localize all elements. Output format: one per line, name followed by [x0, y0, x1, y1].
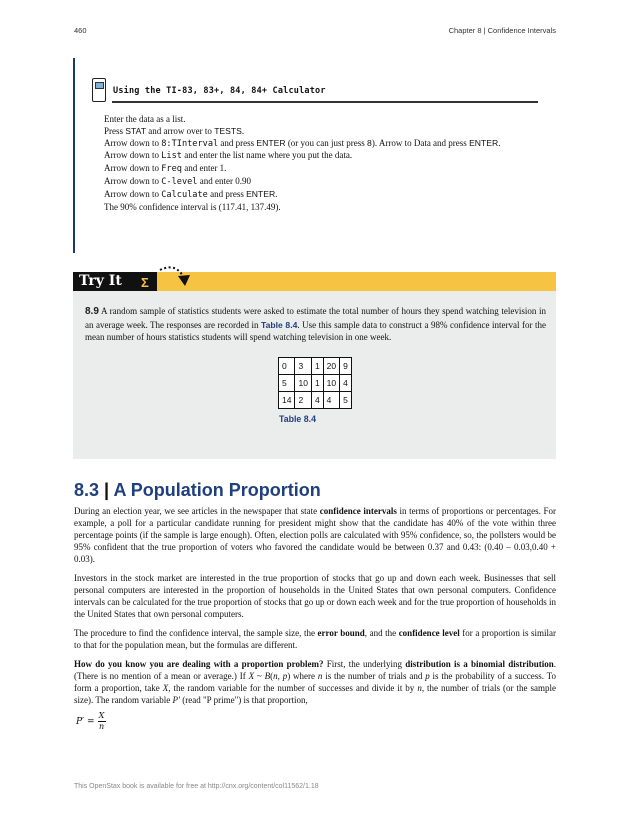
table-cell: 0 — [279, 358, 295, 375]
fraction: $\frac{X}{n}$ — [98, 711, 105, 731]
table-cell: 1 — [311, 358, 323, 375]
table-caption: Table 8.4 — [279, 414, 316, 424]
table-row — [279, 375, 352, 392]
calc-step: Press STAT and arrow over to TESTS. — [104, 125, 245, 136]
section-body — [74, 505, 556, 712]
calculator-steps — [104, 114, 529, 213]
calc-step: Arrow down to Calculate and press ENTER. — [104, 188, 278, 200]
try-it-exercise: 8.9 A random sample of statistics students were asked to estimate the total number of hours they spend watching television in an average week. The responses are recorded in Table 8.4. Use this sample data to construct a 98% confidence interval for the mean number of hours statistics students will spend watching television in one week. — [85, 306, 546, 343]
table-reference-link[interactable]: Table 8.4 — [260, 319, 298, 330]
sigma-icon: Σ — [141, 275, 149, 290]
table-cell: 3 — [295, 358, 311, 375]
table-cell: 4 — [311, 392, 323, 409]
table-cell: 20 — [323, 358, 339, 375]
table-cell: 14 — [279, 392, 295, 409]
page-number: 460 — [74, 26, 87, 35]
data-table — [278, 357, 352, 409]
paragraph: Investors in the stock market are interested in the true proportion of stocks that go up and down each week. Businesses that sell personal computers are interested in the proportion of households in the United States that own personal computers. Confidence intervals can be calculated for the true proportion of stocks that go up or down each week and for the true proportion of households in the United States that own personal computers. — [74, 572, 556, 620]
calc-step: Arrow down to C-level and enter 0.90 — [104, 175, 251, 187]
paragraph: How do you know you are dealing with a proportion problem? First, the underlying distribution is a binomial distribution. (There is no mention of a mean or average.) If X ~ B(n, p) where n is the number of trials and p is the probability of a success. To form a proportion, take X, the random variable for the number of successes and divide it by n, the number of trials (or the sample size). The random variable P′ (read "P prime") is that proportion, — [74, 658, 557, 705]
calculator-heading: Using the TI-83, 83+, 84, 84+ Calculator — [113, 86, 326, 96]
table-cell: 5 — [279, 375, 295, 392]
chapter-header: Chapter 8 | Confidence Intervals — [448, 26, 556, 35]
table-row — [279, 392, 352, 409]
paragraph: During an election year, we see articles in the newspaper that state confidence intervals in terms of proportions or percentages. For example, a poll for a particular candidate running for president might show that the candidate has 40% of the vote within three percentage points (if the sample is large enough). Often, election polls are calculated with 95% confidence, so, the pollsters would be 95% confident that the true proportion of voters who favored the candidate would be between 0.37 and 0.43: (0.40 – 0.03,0.40 + 0.03). — [74, 506, 556, 565]
table-cell: 9 — [340, 358, 352, 375]
exercise-number: 8.9 — [85, 306, 99, 317]
table-cell: 5 — [340, 392, 352, 409]
table-cell: 10 — [295, 375, 311, 392]
table-row — [279, 358, 352, 375]
calc-step: The 90% confidence interval is (117.41, 137.49). — [104, 201, 281, 212]
calc-step: Arrow down to List and enter the list name where you put the data. — [104, 150, 353, 162]
dotted-arrow-icon — [158, 264, 194, 290]
table-cell: 1 — [311, 375, 323, 392]
paragraph: The procedure to find the confidence interval, the sample size, the error bound, and the confidence level for a proportion is similar to that for the population mean, but the formulas are different. — [74, 627, 557, 650]
calc-step: Arrow down to Freq and enter 1. — [104, 163, 227, 175]
calculator-heading-rule — [112, 101, 538, 103]
footer-note: This OpenStax book is available for free at http://cnx.org/content/col11562/1.18 — [74, 783, 319, 790]
calc-step: Arrow down to 8:TInterval and press ENTER (or you can just press 8). Arrow to Data and press ENTER. — [104, 137, 501, 149]
proportion-formula: P′ = $\frac{X}{n}$ — [76, 711, 105, 731]
calc-step: Enter the data as a list. — [104, 114, 186, 124]
section-title: 8.3 | A Population Proportion — [74, 480, 321, 500]
try-it-label: Try It — [73, 272, 157, 293]
table-cell: 4 — [323, 392, 339, 409]
calculator-icon — [92, 78, 106, 102]
table-cell: 10 — [323, 375, 339, 392]
table-cell: 4 — [340, 375, 352, 392]
table-cell: 2 — [295, 392, 311, 409]
calculator-side-bar — [73, 58, 75, 253]
